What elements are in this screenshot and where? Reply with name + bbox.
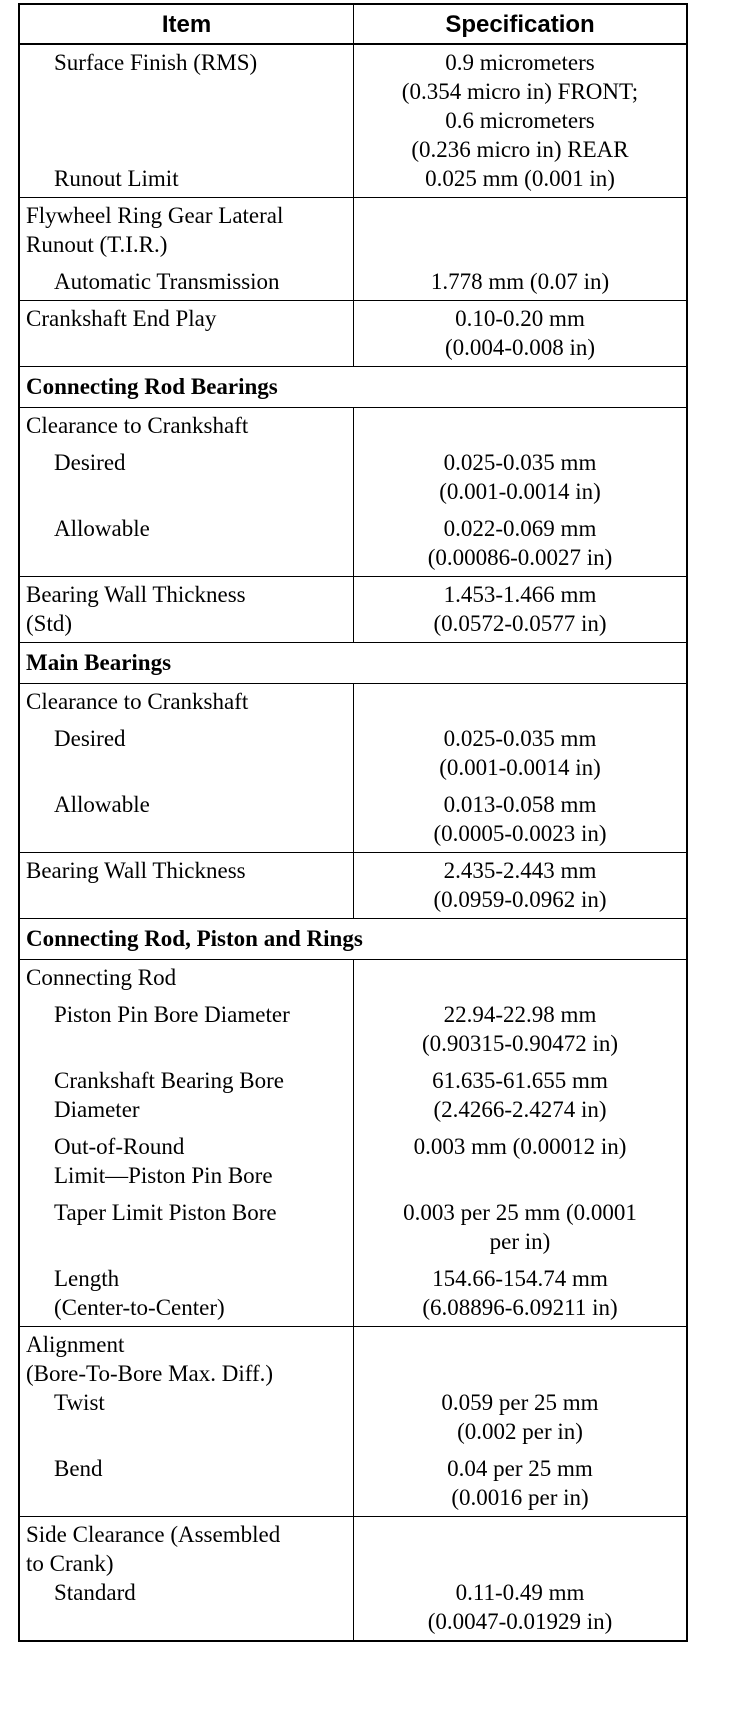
spec-value: 22.94-22.98 mm <box>443 1002 597 1027</box>
spec-value: (6.08896-6.09211 in) <box>422 1295 618 1320</box>
section-heading: Main Bearings <box>20 643 686 684</box>
item-label: Flywheel Ring Gear Lateral <box>26 203 284 228</box>
item-label: Desired <box>54 450 126 475</box>
spec-value: 0.022-0.069 mm <box>443 516 597 541</box>
item-label: Piston Pin Bore Diameter <box>54 1002 290 1027</box>
item-label: Side Clearance (Assembled <box>26 1522 281 1547</box>
item-label: Crankshaft Bearing Bore <box>54 1068 284 1093</box>
item-label: (Std) <box>26 611 72 636</box>
table-row <box>20 408 686 577</box>
item-label: Desired <box>54 726 126 751</box>
spec-value: 0.11-0.49 mm <box>455 1580 585 1605</box>
header-specification: Specification <box>445 10 595 38</box>
section-heading: Connecting Rod, Piston and Rings <box>20 919 686 960</box>
table-row <box>20 45 686 198</box>
item-label: Twist <box>54 1390 105 1415</box>
table-header <box>20 5 686 45</box>
spec-value: (0.0959-0.0962 in) <box>433 887 607 912</box>
item-label: Standard <box>54 1580 136 1605</box>
table-row <box>20 684 686 853</box>
item-label: Diameter <box>54 1097 140 1122</box>
spec-value: (0.354 micro in) FRONT; <box>401 79 639 104</box>
item-label: (Bore-To-Bore Max. Diff.) <box>26 1361 274 1386</box>
spec-value: 1.453-1.466 mm <box>443 582 597 607</box>
spec-value: (0.00086-0.0027 in) <box>427 545 613 570</box>
spec-value: (0.236 micro in) REAR <box>411 137 629 162</box>
spec-value: 0.025 mm (0.001 in) <box>425 166 615 191</box>
item-label: Out-of-Round <box>54 1134 185 1159</box>
table-row <box>20 1517 686 1640</box>
item-label: Clearance to Crankshaft <box>26 413 249 438</box>
specification-table <box>18 3 688 1642</box>
spec-value: 0.025-0.035 mm <box>443 726 597 751</box>
spec-value: (0.004-0.008 in) <box>444 335 596 360</box>
table-row <box>20 853 686 919</box>
table-row <box>20 1327 686 1517</box>
item-label: Clearance to Crankshaft <box>26 689 249 714</box>
spec-value: 0.10-0.20 mm <box>455 306 585 331</box>
item-label: Allowable <box>54 516 150 541</box>
item-label: Taper Limit Piston Bore <box>54 1200 277 1225</box>
spec-value: (0.90315-0.90472 in) <box>421 1031 619 1056</box>
item-label: Crankshaft End Play <box>26 306 217 331</box>
item-label: Length <box>54 1266 120 1291</box>
spec-value: (0.0572-0.0577 in) <box>433 611 607 636</box>
item-label: Bearing Wall Thickness <box>26 858 246 883</box>
section-heading: Connecting Rod Bearings <box>20 367 686 408</box>
spec-value: 154.66-154.74 mm <box>432 1266 608 1291</box>
item-label: Bearing Wall Thickness <box>26 582 246 607</box>
item-label: Runout Limit <box>54 166 179 191</box>
header-item: Item <box>20 5 354 43</box>
spec-value: (0.001-0.0014 in) <box>439 479 601 504</box>
spec-value: (0.001-0.0014 in) <box>439 755 601 780</box>
spec-value: 0.025-0.035 mm <box>443 450 597 475</box>
spec-value: 0.9 micrometers <box>445 50 595 75</box>
spec-value: 61.635-61.655 mm <box>432 1068 608 1093</box>
table-row <box>20 198 686 301</box>
item-label: Surface Finish (RMS) <box>54 50 258 75</box>
spec-value: 0.013-0.058 mm <box>443 792 597 817</box>
item-label: Limit—Piston Pin Bore <box>54 1163 273 1188</box>
item-label: to Crank) <box>26 1551 114 1576</box>
item-label: Automatic Transmission <box>54 269 280 294</box>
item-label: Connecting Rod <box>26 965 177 990</box>
item-label: Runout (T.I.R.) <box>26 232 168 257</box>
spec-value: 1.778 mm (0.07 in) <box>430 269 610 294</box>
table-row <box>20 301 686 367</box>
item-label: Alignment <box>26 1332 125 1357</box>
spec-value: 0.059 per 25 mm <box>441 1390 599 1415</box>
item-label: Allowable <box>54 792 150 817</box>
item-label: Bend <box>54 1456 103 1481</box>
spec-value: 0.003 mm (0.00012 in) <box>413 1134 627 1159</box>
spec-value: per in) <box>489 1229 551 1254</box>
spec-value: (0.002 per in) <box>457 1419 583 1444</box>
table-row <box>20 577 686 643</box>
table-row <box>20 960 686 1327</box>
item-label: (Center-to-Center) <box>54 1295 225 1320</box>
spec-value: (2.4266-2.4274 in) <box>433 1097 607 1122</box>
spec-value: 2.435-2.443 mm <box>443 858 597 883</box>
spec-value: (0.0047-0.01929 in) <box>427 1609 613 1634</box>
spec-value: 0.04 per 25 mm <box>447 1456 593 1481</box>
spec-value: (0.0016 per in) <box>451 1485 589 1510</box>
spec-value: 0.003 per 25 mm (0.0001 <box>403 1200 637 1225</box>
spec-value: 0.6 micrometers <box>445 108 595 133</box>
spec-value: (0.0005-0.0023 in) <box>433 821 607 846</box>
